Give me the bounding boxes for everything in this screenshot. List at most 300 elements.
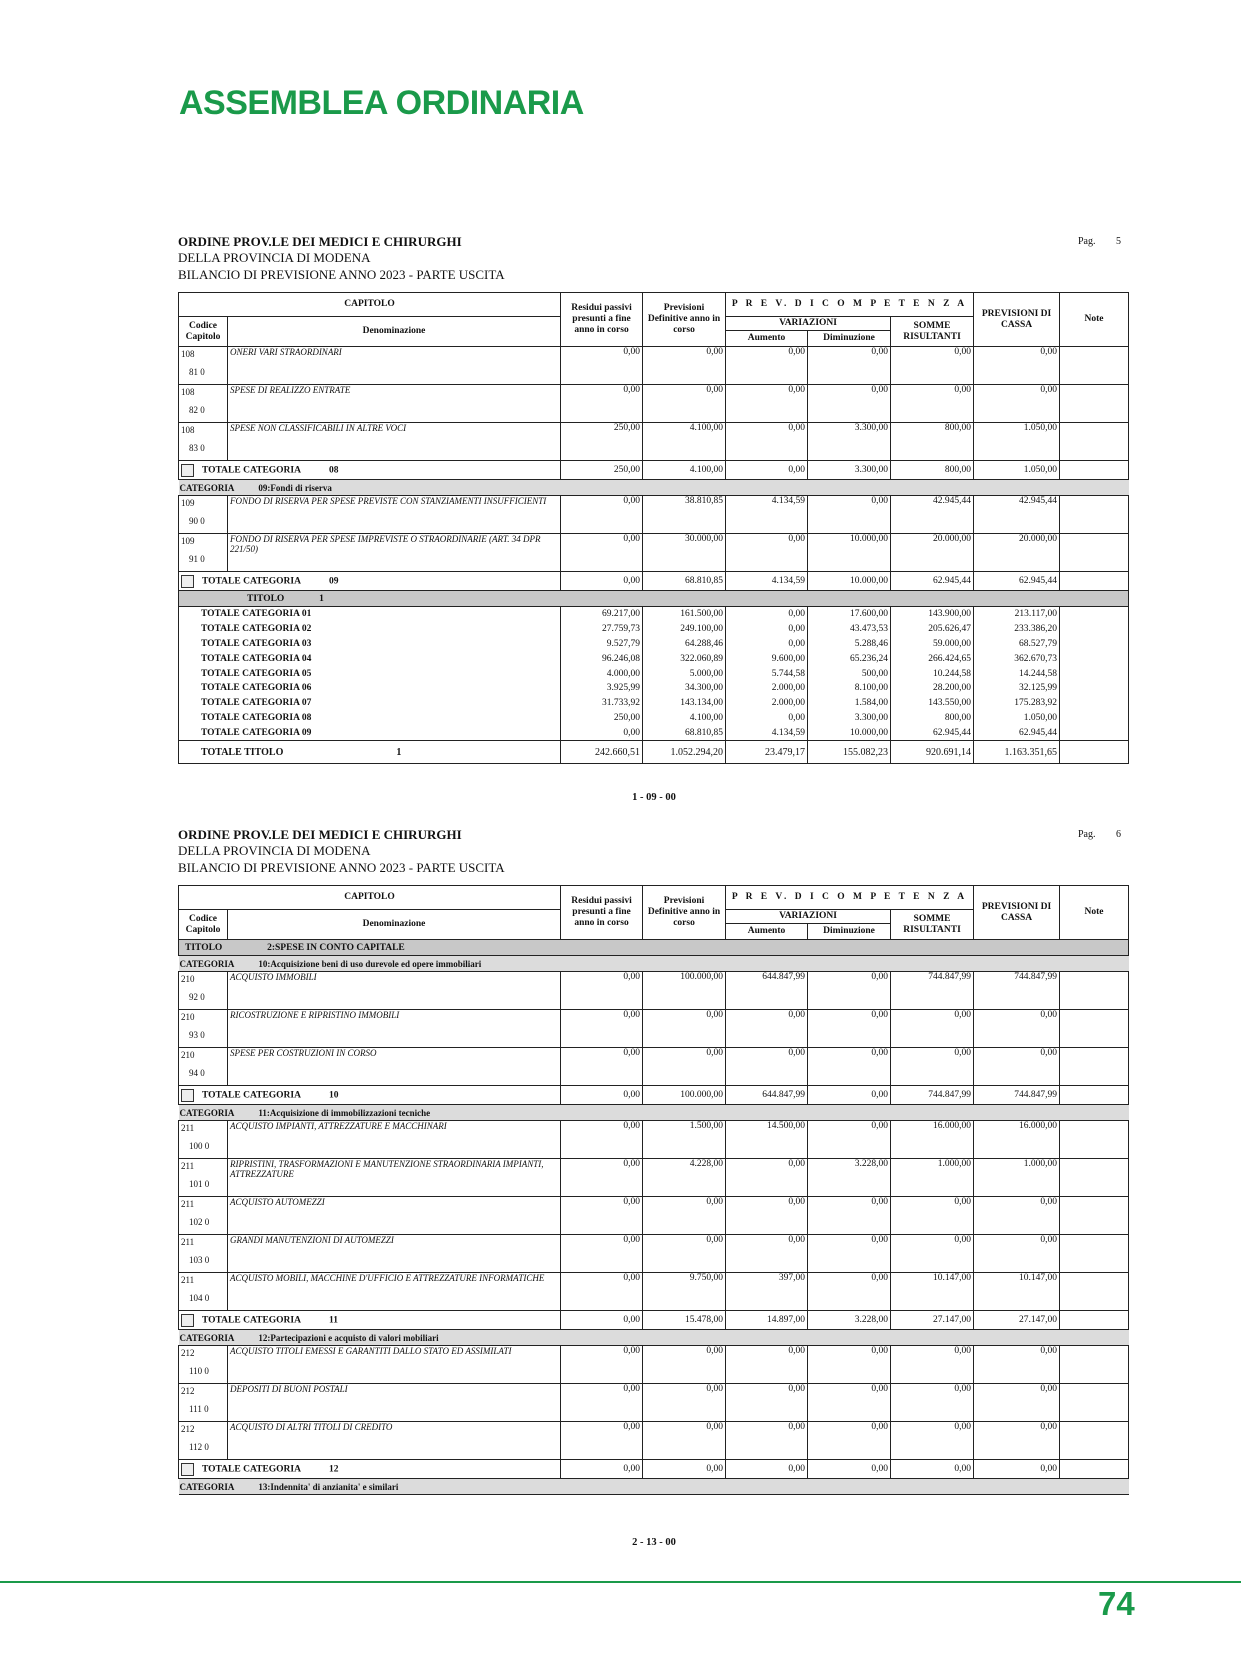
budget-title: BILANCIO DI PREVISIONE ANNO 2023 - PARTE USCITA — [178, 267, 505, 282]
cell-diminuzione: 3.300,00 — [808, 423, 891, 461]
cell-previsioni: 9.750,00 — [643, 1273, 726, 1311]
cell-previsioni: 30.000,00 — [643, 534, 726, 572]
cell-residui: 96.246,08 — [561, 651, 643, 666]
titolo-row — [179, 591, 1129, 607]
col-capitolo: CAPITOLO — [179, 293, 561, 317]
cell-residui: 31.733,92 — [561, 696, 643, 711]
codice-capitolo: 212 — [181, 1386, 195, 1396]
cell-denominazione: SPESE PER COSTRUZIONI IN CORSO — [228, 1048, 561, 1086]
codice-articolo: 83 0 — [189, 443, 205, 453]
category-title: 13:Indennita' di anzianita' e similari — [258, 1481, 399, 1492]
cell-aumento: 0,00 — [726, 385, 808, 423]
col-note: Note — [1060, 293, 1129, 347]
rows-cat08 — [179, 347, 1129, 461]
cell-aumento: 2.000,00 — [726, 681, 808, 696]
cell-cassa: 20.000,00 — [974, 534, 1060, 572]
cell-residui: 0,00 — [561, 496, 643, 534]
col-somme: SOMME RISULTANTI — [891, 317, 974, 347]
category-label: CATEGORIA — [179, 958, 235, 969]
total-label: TOTALE CATEGORIA — [202, 576, 301, 587]
cell-aumento: 644.847,99 — [726, 972, 808, 1010]
cell-cassa: 14.244,58 — [974, 666, 1060, 681]
cell-residui: 27.759,73 — [561, 622, 643, 637]
cell-somme: 62.945,44 — [891, 572, 974, 591]
cell-aumento: 0,00 — [726, 347, 808, 385]
cell-cassa: 27.147,00 — [974, 1311, 1060, 1330]
cell-residui: 0,00 — [561, 1384, 643, 1422]
cell-previsioni: 0,00 — [643, 1197, 726, 1235]
cell-denominazione: SPESE DI REALIZZO ENTRATE — [228, 385, 561, 423]
table-row — [179, 1273, 1129, 1311]
cell-note — [1060, 681, 1129, 696]
titolo-label: TITOLO — [247, 593, 285, 604]
cell-cassa: 42.945,44 — [974, 496, 1060, 534]
total-category-row — [179, 461, 1129, 480]
cell-aumento: 0,00 — [726, 461, 808, 480]
cell-denominazione: GRANDI MANUTENZIONI DI AUTOMEZZI — [228, 1235, 561, 1273]
checkbox-icon — [181, 575, 194, 588]
summary-label: TOTALE CATEGORIA 02 — [179, 622, 561, 637]
cell-somme: 0,00 — [891, 1235, 974, 1273]
codice-articolo: 82 0 — [189, 405, 205, 415]
cell-cassa: 744.847,99 — [974, 1086, 1060, 1105]
cell-diminuzione: 0,00 — [808, 1235, 891, 1273]
cell-denominazione: DEPOSITI DI BUONI POSTALI — [228, 1384, 561, 1422]
budget-page-6 — [178, 827, 1128, 1495]
cell-residui: 250,00 — [561, 711, 643, 726]
cell-note — [1060, 1159, 1129, 1197]
table-row — [179, 1346, 1129, 1384]
cell-residui: 0,00 — [561, 1010, 643, 1048]
summary-label: TOTALE CATEGORIA 04 — [179, 651, 561, 666]
cell-cassa: 0,00 — [974, 1422, 1060, 1460]
cell-cassa: 62.945,44 — [974, 725, 1060, 740]
table-row — [179, 423, 1129, 461]
cell-denominazione: ACQUISTO AUTOMEZZI — [228, 1197, 561, 1235]
category-row — [179, 1105, 1129, 1121]
cell-somme: 143.550,00 — [891, 696, 974, 711]
cell-previsioni: 249.100,00 — [643, 622, 726, 637]
codice-capitolo: 211 — [181, 1123, 195, 1133]
codice-articolo: 111 0 — [189, 1404, 209, 1414]
category-label: CATEGORIA — [179, 482, 235, 493]
category-label: CATEGORIA — [179, 1332, 235, 1343]
col-variazioni: VARIAZIONI — [726, 910, 891, 924]
category-title: 09:Fondi di riserva — [258, 482, 332, 493]
col-prev-competenza: P R E V. D I C O M P E T E N Z A — [726, 293, 974, 317]
summary-label: TOTALE CATEGORIA 09 — [179, 725, 561, 740]
cell-aumento: 14.897,00 — [726, 1311, 808, 1330]
col-diminuzione: Diminuzione — [808, 331, 891, 347]
titolo-number: 1 — [319, 593, 324, 604]
cell-residui: 0,00 — [561, 1086, 643, 1105]
cell-diminuzione: 3.300,00 — [808, 461, 891, 480]
page-title: ASSEMBLEA ORDINARIA — [179, 84, 584, 122]
total-cat09 — [179, 572, 1129, 591]
cell-somme: 744.847,99 — [891, 1086, 974, 1105]
cell-somme: 205.626,47 — [891, 622, 974, 637]
cell-diminuzione: 0,00 — [808, 1010, 891, 1048]
cell-aumento: 9.600,00 — [726, 651, 808, 666]
cell-cassa: 62.945,44 — [974, 572, 1060, 591]
cell-residui: 0,00 — [561, 725, 643, 740]
summary-label: TOTALE CATEGORIA 03 — [179, 637, 561, 652]
table-row — [179, 534, 1129, 572]
province-name: DELLA PROVINCIA DI MODENA — [178, 250, 371, 265]
total-label: TOTALE CATEGORIA — [202, 1090, 301, 1101]
cell-codice — [179, 496, 228, 534]
col-residui: Residui passivi presunti a fine anno in corso — [561, 293, 643, 347]
category-10 — [179, 956, 1129, 972]
category-12 — [179, 1330, 1129, 1346]
cell-aumento: 4.134,59 — [726, 725, 808, 740]
col-diminuzione: Diminuzione — [808, 924, 891, 940]
table-row — [179, 1121, 1129, 1159]
codice-articolo: 94 0 — [189, 1068, 205, 1078]
col-prev-competenza: P R E V. D I C O M P E T E N Z A — [726, 886, 974, 910]
cell-residui: 0,00 — [561, 385, 643, 423]
cell-aumento: 0,00 — [726, 1159, 808, 1197]
summary-row — [179, 607, 1129, 622]
summary-row — [179, 711, 1129, 726]
cell-note — [1060, 1273, 1129, 1311]
cell-diminuzione: 10.000,00 — [808, 572, 891, 591]
total-category-row — [179, 1460, 1129, 1479]
cell-diminuzione: 43.473,53 — [808, 622, 891, 637]
cell-note — [1060, 607, 1129, 622]
cell-somme: 59.000,00 — [891, 637, 974, 652]
table-row — [179, 1048, 1129, 1086]
cell-previsioni: 68.810,85 — [643, 725, 726, 740]
category-title: 12:Partecipazioni e acquisto di valori mobiliari — [258, 1332, 439, 1343]
cell-residui: 0,00 — [561, 1273, 643, 1311]
cell-note — [1060, 534, 1129, 572]
page-number: 74 — [1098, 1585, 1135, 1622]
cell-aumento: 14.500,00 — [726, 1121, 808, 1159]
col-previsioni-cassa: PREVISIONI DI CASSA — [974, 293, 1060, 347]
cell-somme: 0,00 — [891, 1010, 974, 1048]
cell-codice — [179, 1197, 228, 1235]
cell-previsioni: 5.000,00 — [643, 666, 726, 681]
cell-codice — [179, 1273, 228, 1311]
cell-diminuzione: 0,00 — [808, 347, 891, 385]
cell-somme: 28.200,00 — [891, 681, 974, 696]
cell-previsioni: 4.100,00 — [643, 461, 726, 480]
cell-cassa: 32.125,99 — [974, 681, 1060, 696]
cell-diminuzione: 8.100,00 — [808, 681, 891, 696]
cell-previsioni: 0,00 — [643, 1048, 726, 1086]
cell-aumento: 0,00 — [726, 1235, 808, 1273]
total-titolo-row — [179, 741, 1129, 764]
codice-articolo: 112 0 — [189, 1442, 209, 1452]
cell-denominazione: RIPRISTINI, TRASFORMAZIONI E MANUTENZIONE STRAORDINARIA IMPIANTI, ATTREZZATURE — [228, 1159, 561, 1197]
cell-previsioni: 4.100,00 — [643, 423, 726, 461]
cell-cassa: 744.847,99 — [974, 972, 1060, 1010]
cell-denominazione: ACQUISTO IMMOBILI — [228, 972, 561, 1010]
cell-cassa: 0,00 — [974, 1384, 1060, 1422]
table-row — [179, 1235, 1129, 1273]
col-residui: Residui passivi presunti a fine anno in corso — [561, 886, 643, 940]
cell-residui: 0,00 — [561, 1460, 643, 1479]
cell-residui: 0,00 — [561, 1422, 643, 1460]
cell-diminuzione: 0,00 — [808, 972, 891, 1010]
cell-previsioni: 34.300,00 — [643, 681, 726, 696]
cell-codice — [179, 534, 228, 572]
cell-residui: 0,00 — [561, 347, 643, 385]
summary-row — [179, 725, 1129, 740]
province-name: DELLA PROVINCIA DI MODENA — [178, 843, 371, 858]
cell-previsioni: 38.810,85 — [643, 496, 726, 534]
total-category-row — [179, 1311, 1129, 1330]
cell-note — [1060, 1010, 1129, 1048]
table-row — [179, 972, 1129, 1010]
cell-note — [1060, 637, 1129, 652]
rows-cat10 — [179, 972, 1129, 1086]
cell-note — [1060, 725, 1129, 740]
codice-articolo: 90 0 — [189, 516, 205, 526]
cell-somme: 0,00 — [891, 1346, 974, 1384]
codice-articolo: 81 0 — [189, 367, 205, 377]
col-aumento: Aumento — [726, 331, 808, 347]
codice-capitolo: 108 — [181, 425, 195, 435]
cell-previsioni: 68.810,85 — [643, 572, 726, 591]
cell-cassa: 233.386,20 — [974, 622, 1060, 637]
cell-residui: 0,00 — [561, 1346, 643, 1384]
cell-previsioni: 0,00 — [643, 1422, 726, 1460]
pag-number: 6 — [1116, 829, 1121, 840]
cell-previsioni: 0,00 — [643, 385, 726, 423]
table-row — [179, 1422, 1129, 1460]
cell-note — [1060, 741, 1129, 764]
cell-diminuzione: 65.236,24 — [808, 651, 891, 666]
codice-capitolo: 108 — [181, 387, 195, 397]
cell-note — [1060, 347, 1129, 385]
table-row — [179, 385, 1129, 423]
category-label: CATEGORIA — [179, 1107, 235, 1118]
pag-label: Pag. — [1078, 236, 1096, 247]
codice-articolo: 93 0 — [189, 1030, 205, 1040]
cell-note — [1060, 711, 1129, 726]
category-13 — [179, 1479, 1129, 1495]
total-cat12 — [179, 1460, 1129, 1479]
cell-residui: 250,00 — [561, 423, 643, 461]
category-title: 11:Acquisizione di immobilizzazioni tecniche — [258, 1107, 431, 1118]
budget-title: BILANCIO DI PREVISIONE ANNO 2023 - PARTE USCITA — [178, 860, 505, 875]
checkbox-icon — [181, 1314, 194, 1327]
cell-somme: 0,00 — [891, 1197, 974, 1235]
cell-note — [1060, 1460, 1129, 1479]
cell-note — [1060, 1086, 1129, 1105]
total-category-row — [179, 572, 1129, 591]
cell-aumento: 0,00 — [726, 622, 808, 637]
titolo-1 — [179, 591, 1129, 607]
cell-somme: 0,00 — [891, 1384, 974, 1422]
total-titolo-label: TOTALE TITOLO — [201, 746, 284, 758]
org-name: ORDINE PROV.LE DEI MEDICI E CHIRURGHI — [178, 234, 462, 249]
cell-diminuzione: 1.584,00 — [808, 696, 891, 711]
summary-label: TOTALE CATEGORIA 01 — [179, 607, 561, 622]
cell-note — [1060, 1346, 1129, 1384]
cell-note — [1060, 572, 1129, 591]
document-header — [178, 234, 1128, 292]
summary-label: TOTALE CATEGORIA 06 — [179, 681, 561, 696]
cell-cassa: 16.000,00 — [974, 1121, 1060, 1159]
summary-label: TOTALE CATEGORIA 07 — [179, 696, 561, 711]
cell-somme: 800,00 — [891, 423, 974, 461]
cell-residui: 250,00 — [561, 461, 643, 480]
cell-diminuzione: 10.000,00 — [808, 725, 891, 740]
cell-codice — [179, 1346, 228, 1384]
cell-denominazione: FONDO DI RISERVA PER SPESE IMPREVISTE O STRAORDINARIE (ART. 34 DPR 221/50) — [228, 534, 561, 572]
codice-articolo: 92 0 — [189, 992, 205, 1002]
rows-cat12 — [179, 1346, 1129, 1460]
cell-residui: 0,00 — [561, 1235, 643, 1273]
cell-denominazione: FONDO DI RISERVA PER SPESE PREVISTE CON STANZIAMENTI INSUFFICIENTI — [228, 496, 561, 534]
cell-cassa: 1.050,00 — [974, 711, 1060, 726]
codice-capitolo: 210 — [181, 974, 195, 984]
document-header — [178, 827, 1128, 885]
cell-aumento: 0,00 — [726, 1422, 808, 1460]
cell-previsioni: 0,00 — [643, 1384, 726, 1422]
cell-residui: 9.527,79 — [561, 637, 643, 652]
total-category-number: 10 — [328, 1090, 339, 1101]
cell-residui: 0,00 — [561, 1121, 643, 1159]
cell-somme: 744.847,99 — [891, 972, 974, 1010]
section2-footer: 2 - 13 - 00 — [632, 1537, 676, 1548]
cell-diminuzione: 0,00 — [808, 385, 891, 423]
col-denominazione: Denominazione — [228, 317, 561, 347]
cell-cassa: 0,00 — [974, 1010, 1060, 1048]
cell-note — [1060, 696, 1129, 711]
checkbox-icon — [181, 1089, 194, 1102]
summary-row — [179, 637, 1129, 652]
cell-somme: 800,00 — [891, 711, 974, 726]
cell-diminuzione: 0,00 — [808, 1346, 891, 1384]
cell-diminuzione: 5.288,46 — [808, 637, 891, 652]
cell-somme: 800,00 — [891, 461, 974, 480]
cell-previsioni: 1.052.294,20 — [643, 741, 726, 764]
cell-denominazione: ACQUISTO IMPIANTI, ATTREZZATURE E MACCHINARI — [228, 1121, 561, 1159]
table-row — [179, 1159, 1129, 1197]
col-codice: Codice Capitolo — [179, 910, 228, 940]
cell-previsioni: 1.500,00 — [643, 1121, 726, 1159]
rows-cat09 — [179, 496, 1129, 572]
checkbox-icon — [181, 1463, 194, 1476]
cell-somme: 62.945,44 — [891, 725, 974, 740]
summary-row — [179, 651, 1129, 666]
col-previsioni-cassa: PREVISIONI DI CASSA — [974, 886, 1060, 940]
table-row — [179, 1384, 1129, 1422]
cell-codice — [179, 1121, 228, 1159]
cell-diminuzione: 3.228,00 — [808, 1311, 891, 1330]
codice-capitolo: 211 — [181, 1199, 195, 1209]
cell-diminuzione: 155.082,23 — [808, 741, 891, 764]
cell-somme: 0,00 — [891, 1422, 974, 1460]
cell-diminuzione: 17.600,00 — [808, 607, 891, 622]
cell-previsioni: 100.000,00 — [643, 972, 726, 1010]
col-previsioni-definitive: Previsioni Definitive anno in corso — [643, 886, 726, 940]
checkbox-icon — [181, 464, 194, 477]
cell-cassa: 213.117,00 — [974, 607, 1060, 622]
cell-aumento: 0,00 — [726, 607, 808, 622]
cell-denominazione: ACQUISTO DI ALTRI TITOLI DI CREDITO — [228, 1422, 561, 1460]
total-category-number: 08 — [328, 465, 339, 476]
cell-aumento: 2.000,00 — [726, 696, 808, 711]
summary-row — [179, 622, 1129, 637]
cell-note — [1060, 1311, 1129, 1330]
category-row — [179, 1330, 1129, 1346]
cell-diminuzione: 0,00 — [808, 1422, 891, 1460]
codice-capitolo: 108 — [181, 349, 195, 359]
cell-somme: 143.900,00 — [891, 607, 974, 622]
cell-diminuzione: 0,00 — [808, 1121, 891, 1159]
cell-diminuzione: 3.300,00 — [808, 711, 891, 726]
cell-residui: 0,00 — [561, 1048, 643, 1086]
cell-cassa: 1.000,00 — [974, 1159, 1060, 1197]
cell-denominazione: ACQUISTO MOBILI, MACCHINE D'UFFICIO E ATTREZZATURE INFORMATICHE — [228, 1273, 561, 1311]
cell-cassa: 10.147,00 — [974, 1273, 1060, 1311]
pag-number: 5 — [1116, 236, 1121, 247]
cell-codice — [179, 347, 228, 385]
section1-footer: 1 - 09 - 00 — [632, 792, 676, 803]
category-11 — [179, 1105, 1129, 1121]
table-row — [179, 496, 1129, 534]
cell-diminuzione: 500,00 — [808, 666, 891, 681]
cell-somme: 920.691,14 — [891, 741, 974, 764]
cell-aumento: 4.134,59 — [726, 572, 808, 591]
cell-cassa: 0,00 — [974, 1197, 1060, 1235]
cell-somme: 1.000,00 — [891, 1159, 974, 1197]
cell-diminuzione: 0,00 — [808, 1086, 891, 1105]
cell-codice — [179, 972, 228, 1010]
cell-note — [1060, 1197, 1129, 1235]
category-label: CATEGORIA — [179, 1481, 235, 1492]
col-note: Note — [1060, 886, 1129, 940]
total-titolo-number: 1 — [396, 746, 402, 758]
cell-codice — [179, 423, 228, 461]
cell-cassa: 68.527,79 — [974, 637, 1060, 652]
col-denominazione: Denominazione — [228, 910, 561, 940]
cell-note — [1060, 1048, 1129, 1086]
cell-denominazione: RICOSTRUZIONE E RIPRISTINO IMMOBILI — [228, 1010, 561, 1048]
cell-residui: 0,00 — [561, 534, 643, 572]
total-label: TOTALE CATEGORIA — [202, 1315, 301, 1326]
cell-somme: 16.000,00 — [891, 1121, 974, 1159]
cell-previsioni: 15.478,00 — [643, 1311, 726, 1330]
cell-previsioni: 0,00 — [643, 347, 726, 385]
cell-aumento: 0,00 — [726, 1384, 808, 1422]
cell-aumento: 0,00 — [726, 1460, 808, 1479]
cell-previsioni: 0,00 — [643, 1235, 726, 1273]
category-row — [179, 480, 1129, 496]
cell-diminuzione: 10.000,00 — [808, 534, 891, 572]
cell-somme: 10.244,58 — [891, 666, 974, 681]
summary-row — [179, 666, 1129, 681]
cell-note — [1060, 1121, 1129, 1159]
cell-somme: 27.147,00 — [891, 1311, 974, 1330]
cell-somme: 266.424,65 — [891, 651, 974, 666]
cell-previsioni: 322.060,89 — [643, 651, 726, 666]
total-label: TOTALE CATEGORIA — [202, 1464, 301, 1475]
summary-rows — [179, 607, 1129, 741]
table-row — [179, 347, 1129, 385]
cell-somme: 0,00 — [891, 385, 974, 423]
cell-denominazione: SPESE NON CLASSIFICABILI IN ALTRE VOCI — [228, 423, 561, 461]
rows-cat11 — [179, 1121, 1129, 1311]
cell-aumento: 644.847,99 — [726, 1086, 808, 1105]
category-title: 10:Acquisizione beni di uso durevole ed opere immobiliari — [258, 958, 482, 969]
category-row — [179, 1479, 1129, 1495]
